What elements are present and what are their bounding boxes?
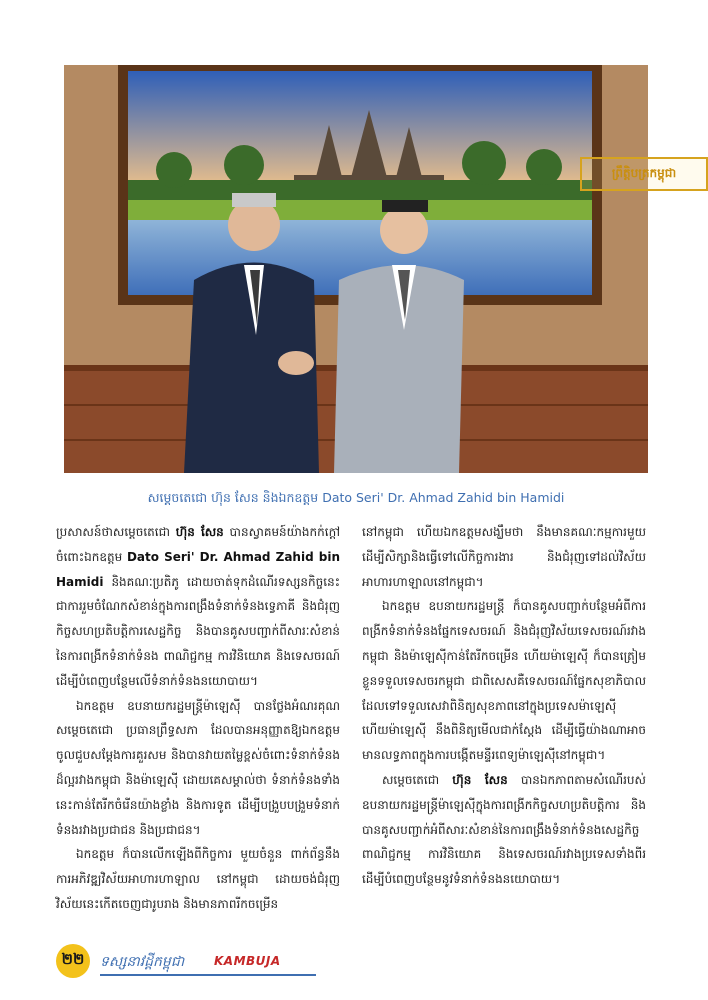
paragraph: ប្រសាសន៍ថាសម្ដេចតេជោ ហ៊ុន សែន បានស្វាគមន៍យ៉ាងកក់ក្ដៅចំពោះឯកឧត្ដម Dato Seri' Dr. Ahmad Zahid bin Hamidi និងគណៈប្រតិភូ ដោយចាត់ទុកដំណើរទស្សនកិច្ចនេះ ជាការរួមចំណែកសំខាន់ក្នុងការពង្រឹងទំនាក់ទំនងទ្វេភាគី និងជំរុញកិច្ចសហប្រតិបត្តិការសេដ្ឋកិច្ច និងបានគូសបញ្ជាក់ពីសារៈសំខាន់នៃការពង្រីកទំនាក់ទំនង ពាណិជ្ជកម្ម ការវិនិយោគ និងទេសចរណ៍ ដើម្បីបំពេញបន្ថែមលើទំនាក់ទំនងនយោបាយ។ xyxy=(56,525,341,688)
footer-rule xyxy=(100,974,316,976)
left-column xyxy=(56,520,340,917)
paragraph: ឯកឧត្ដម ឧបនាយករដ្ឋមន្រ្តី ក៏បានគូសបញ្ជាក់បន្ថែមអំពីការពង្រីកទំនាក់ទំនងផ្នែកទេសចរណ៍ និងជំរុញវិស័យទេសចរណ៍រវាងកម្ពុជា និងម៉ាឡេស៊ីកាន់តែរីកចម្រើន ហើយម៉ាឡេស៊ី ក៏បានត្រៀមខ្លួនទទួលទេសចរកម្ពុជា ជាពិសេសគឺទេសចរណ៍ផ្នែកសុខាភិបាល ដែលទៅទទួលសេវាពិនិត្យសុខភាពនៅក្នុងប្រទេសម៉ាឡេស៊ី ហើយម៉ាឡេស៊ី នឹងពិនិត្យមើលជាក់ស្ដែង ដើម្បីធ្វើយ៉ាងណាអាចមានលទ្ធភាពក្នុងការបង្កើតមន្ទីរពេទ្យម៉ាឡេស៊ីនៅកម្ពុជា។ xyxy=(362,599,646,763)
meeting-photo-illustration xyxy=(64,65,648,473)
paragraph: សម្ដេចតេជោ ហ៊ុន សែន បានឯកភាពតាមសំណើរបស់ឧបនាយករដ្ឋមន្រ្តីម៉ាឡេស៊ីក្នុងការពង្រីកកិច្ចសហប្រតិបត្តិការ និងបានគូសបញ្ជាក់អំពីសារៈសំខាន់នៃការពង្រឹងទំនាក់ទំនងសេដ្ឋកិច្ច ពាណិជ្ជកម្ម ការវិនិយោគ និងទេសចរណ៍រវាងប្រទេសទាំងពីរ ដើម្បីបំពេញបន្ថែមនូវទំនាក់ទំនងនយោបាយ។ xyxy=(362,772,646,887)
page-number: ២២ xyxy=(56,944,90,978)
highlighted-name: Dato Seri' Dr. Ahmad Zahid bin Hamidi xyxy=(56,549,341,589)
paragraph: នៅកម្ពុជា ហើយឯកឧត្ដមសង្ឃឹមថា នឹងមានគណៈកម្មការមួយ ដើម្បីសិក្សានិងធ្វើទៅលើកិច្ចការងារ និងជំរុញទៅដល់វិស័យអាហារហាឡាលនៅកម្ពុជា។ xyxy=(362,525,646,589)
photo-caption: សម្ដេចតេជោ ហ៊ុន សែន និងឯកឧត្ដម Dato Seri' Dr. Ahmad Zahid bin Hamidi xyxy=(147,490,565,505)
paragraph: ឯកឧត្ដម ក៏បានលើកឡើងពីកិច្ចការ មួយចំនួន ពាក់ព័ន្ធនឹងការអភិវឌ្ឍវិស័យអាហារហាឡាល នៅកម្ពុជា ដោយចង់ជំរុញវិស័យនេះកើតចេញជារូបរាង និងមានភាពរីកចម្រើន xyxy=(56,847,340,911)
magazine-title: ទស្សនាវដ្ដីកម្ពុជា xyxy=(100,954,185,970)
highlighted-name: ហ៊ុន សែន xyxy=(452,772,508,787)
page-footer xyxy=(56,944,316,978)
paragraph: ឯកឧត្ដម ឧបនាយករដ្ឋមន្រ្តីម៉ាឡេស៊ី បានថ្លែងអំណរគុណ សម្ដេចតេជោ ប្រធានព្រឹទ្ធសភា ដែលបានអនុញ្ញាតឱ្យឯកឧត្ដម ចូលជួបសម្ដែងការគួរសម និងបានវាយតម្លៃខ្ពស់ចំពោះទំនាក់ទំនងដ៏ល្អរវាងកម្ពុជា និងម៉ាឡេស៊ី ដោយគេសម្គាល់ថា ទំនាក់ទំនងទាំងនេះកាន់តែរីកចំរើនយ៉ាងខ្លាំង និងការទូត ដើម្បីបង្រួបបង្រួមទំនាក់ទំនងរវាងប្រជាជន និងប្រជាជន។ xyxy=(56,698,340,837)
right-column xyxy=(362,520,646,892)
meeting-photo xyxy=(64,65,677,473)
highlighted-name: ហ៊ុន សែន xyxy=(175,525,224,539)
magazine-title-en: KAMBUJA xyxy=(214,954,281,968)
magazine-stamp: ព្រឹត្តិបត្រកម្ពុជា xyxy=(580,157,708,191)
